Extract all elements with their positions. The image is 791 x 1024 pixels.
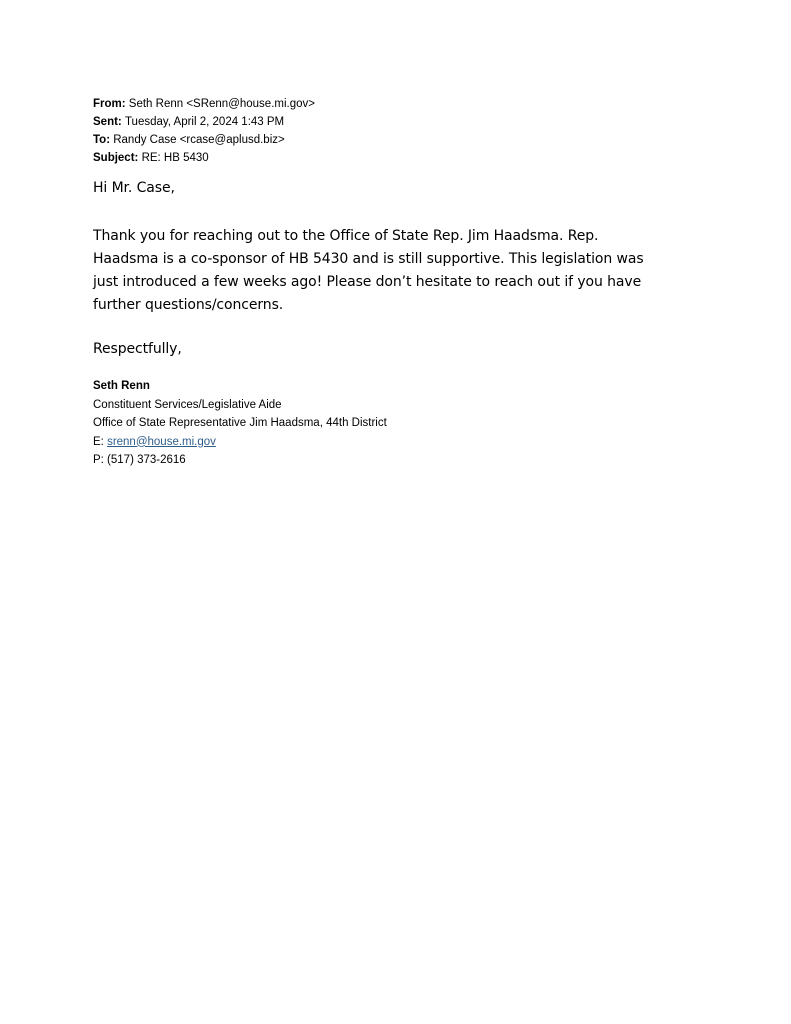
message-paragraph	[93, 225, 693, 317]
paragraph-line: just introduced a few weeks ago! Please don’t hesitate to reach out if you have	[93, 274, 642, 290]
subject-label: Subject:	[93, 152, 142, 164]
from-value: Seth Renn <SRenn@house.mi.gov>	[128, 98, 315, 110]
paragraph-line: further questions/concerns.	[93, 297, 284, 313]
signature-email-prefix: E:	[93, 435, 108, 448]
sent-label: Sent:	[93, 116, 125, 128]
to-row	[93, 131, 315, 149]
signature-block	[93, 377, 387, 470]
from-label: From:	[93, 98, 129, 110]
closing: Respectfully,	[93, 341, 182, 357]
signature-title: Constituent Services/Legislative Aide	[93, 398, 282, 411]
paragraph-line: Thank you for reaching out to the Office of State Rep. Jim Haadsma. Rep.	[93, 228, 599, 244]
paragraph-line: Haadsma is a co-sponsor of HB 5430 and is still supportive. This legislation was	[93, 251, 644, 267]
signature-office: Office of State Representative Jim Haadsma, 44th District	[93, 417, 387, 429]
signature-email-link[interactable]: srenn@house.mi.gov	[107, 435, 216, 448]
subject-row	[93, 149, 315, 167]
sent-row	[93, 113, 315, 131]
signature-phone: P: (517) 373-2616	[93, 454, 186, 466]
from-row	[93, 95, 315, 113]
signature-name: Seth Renn	[93, 380, 150, 392]
to-value: Randy Case <rcase@aplusd.biz>	[113, 134, 285, 146]
sent-value: Tuesday, April 2, 2024 1:43 PM	[124, 116, 285, 128]
greeting: Hi Mr. Case,	[93, 180, 175, 196]
signature-email-row	[93, 433, 387, 452]
email-header	[93, 95, 315, 167]
subject-value: RE: HB 5430	[141, 152, 209, 164]
to-label: To:	[93, 134, 114, 146]
